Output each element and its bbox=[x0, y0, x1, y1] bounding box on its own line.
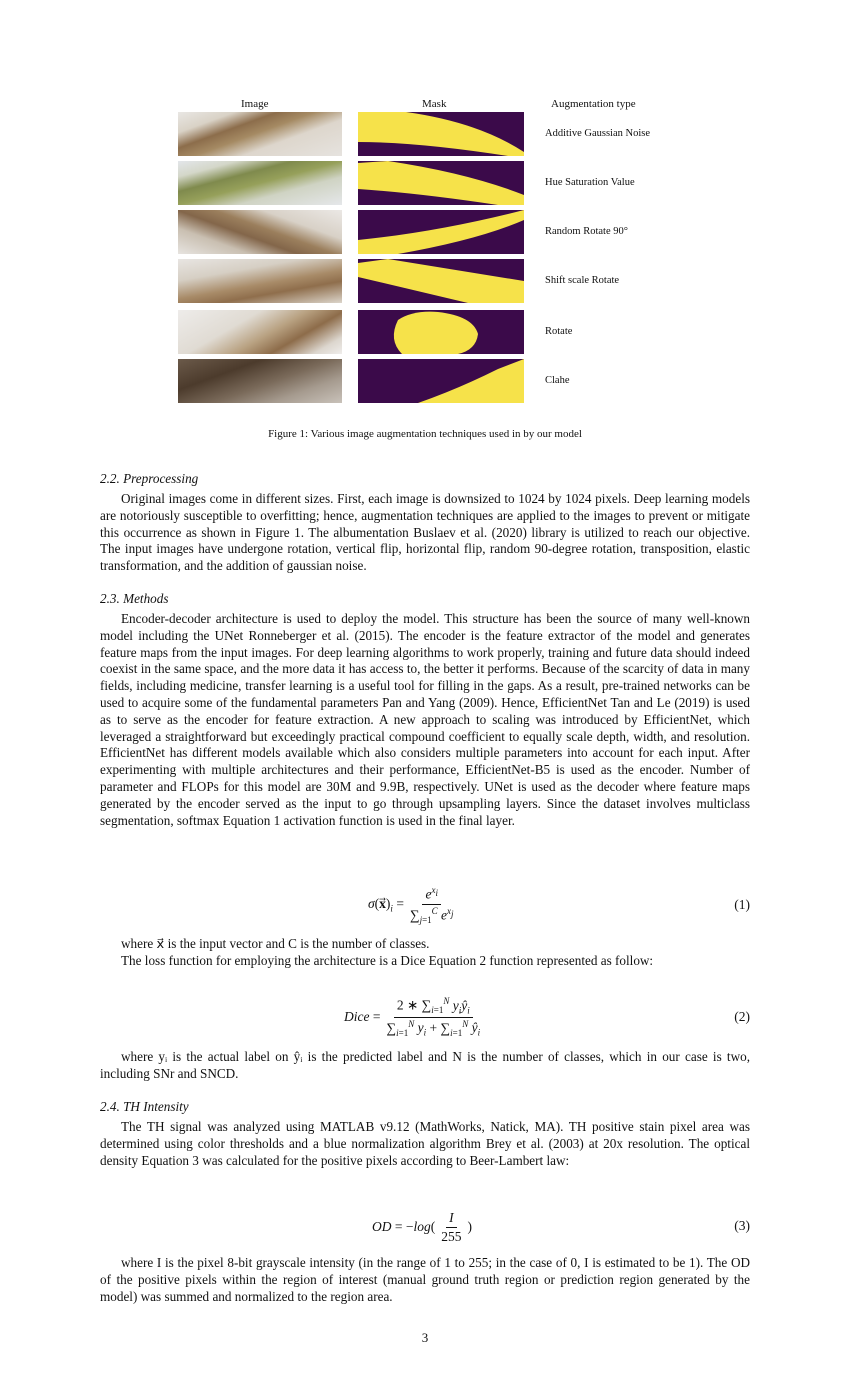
paragraph: where yᵢ is the actual label on ŷᵢ is the predicted label and N is the number of classes, which in our case is two, including SNr and SNCD. bbox=[100, 1049, 750, 1081]
figure-caption: Figure 1: Various image augmentation techniques used in by our model bbox=[268, 428, 582, 440]
segmentation-mask bbox=[358, 359, 524, 403]
figure-row bbox=[0, 259, 850, 305]
figure-row bbox=[0, 112, 850, 158]
equation-optical-density: OD = −log( $\frac{I}{255}$ ) (3) bbox=[372, 1209, 750, 1244]
tissue-image bbox=[178, 259, 342, 303]
figure-header-mask: Mask bbox=[422, 98, 447, 110]
figure-row bbox=[0, 210, 850, 256]
equation-number: (1) bbox=[734, 897, 750, 912]
paragraph: The TH signal was analyzed using MATLAB v9.12 (MathWorks, Natick, MA). TH positive stain pixel area was determined using color thresholds and a blue normalization algorithm Brey et al. (2003) at 20x resolution. The optical density Equation 3 was calculated for the positive pixels according to Beer-Lambert law: bbox=[100, 1119, 750, 1168]
augmentation-label: Shift scale Rotate bbox=[545, 275, 620, 286]
figure-row bbox=[0, 310, 850, 356]
equation-softmax: $\sigma(x⃗)_i$ = $\frac{e^{x_i}}{\sum_{j=1}^C e^{x_j}}$ (1) bbox=[368, 885, 750, 925]
augmentation-label: Rotate bbox=[545, 326, 573, 337]
tissue-image bbox=[178, 210, 342, 254]
section-heading: 2.4. TH Intensity bbox=[100, 1099, 189, 1114]
figure-row bbox=[0, 359, 850, 405]
augmentation-label: Random Rotate 90° bbox=[545, 226, 628, 237]
augmentation-label: Hue Saturation Value bbox=[545, 177, 635, 188]
segmentation-mask bbox=[358, 161, 524, 205]
paragraph: Original images come in different sizes. First, each image is downsized to 1024 by 1024 pixels. Deep learning models are notoriously susceptible to overfitting; hence, augmentation techniques are applied to the images to prevent or mitigate this occurrence as shown in Figure 1. The albumentation Buslaev et al. (2020) library is utilized to reach our objective. The input images have undergone rotation, vertical flip, horizontal flip, random 90-degree rotation, transposition, elastic transformation, and the addition of gaussian noise. bbox=[100, 491, 750, 574]
equation-number: (2) bbox=[734, 1009, 750, 1024]
figure-header-image: Image bbox=[241, 98, 269, 110]
equation-dice: Dice = $\frac{2 ∗ \sum_{i=1}^N y_iŷ_i}{\sum_{i=1}^N y_i + \sum_{i=1}^N ŷ_i}$ (2) bbox=[344, 996, 750, 1038]
paragraph: The loss function for employing the architecture is a Dice Equation 2 function represented as follow: bbox=[121, 953, 654, 968]
figure-header-augmentation: Augmentation type bbox=[551, 98, 636, 110]
tissue-image bbox=[178, 112, 342, 156]
augmentation-label: Clahe bbox=[545, 375, 570, 386]
tissue-image bbox=[178, 359, 342, 403]
tissue-image bbox=[178, 310, 342, 354]
paragraph: where x⃗ is the input vector and C is the number of classes. bbox=[121, 936, 430, 951]
paragraph: Encoder-decoder architecture is used to deploy the model. This structure has been the source of many well-known model including the UNet Ronneberger et al. (2015). The encoder is the feature extractor of the model and generates feature maps from the input images. For deep learning algorithms to work properly, training and future data should indeed coexist in the same space, and the more data it has access to, the better it performs. Because of the scarcity of data in many fields, including medicine, transfer learning is a useful tool for filling in the gaps. As a result, pre-trained networks can be used to acquire some of the fundamental parameters Pan and Yang (2009). Hence, EfficientNet Tan and Le (2019) is used as to serve as the encoder for feature extraction. A new approach to scaling was introduced by EfficientNet, which leveraged a straightforward but exceedingly practical compound coefficient to equally scale depth, width, and resolution. EfficientNet has different models available which also considers multiple parameters into account for each input. After experimenting with multiple architectures and their performance, EfficientNet-B5 is used as the encoder. Number of parameter and FLOPs for this model are 30M and 9.9B, respectively. UNet is used as the decoder where feature maps generated by the encoder served as the input to go through upsampling layers. Since the dataset involves multiclass segmentation, softmax Equation 1 activation function is used in the final layer. bbox=[100, 611, 750, 828]
segmentation-mask bbox=[358, 310, 524, 354]
augmentation-label: Additive Gaussian Noise bbox=[545, 128, 650, 139]
equation-number: (3) bbox=[734, 1218, 750, 1233]
segmentation-mask bbox=[358, 112, 524, 156]
figure-row bbox=[0, 161, 850, 207]
segmentation-mask bbox=[358, 259, 524, 303]
segmentation-mask bbox=[358, 210, 524, 254]
page-number: 3 bbox=[421, 1330, 429, 1345]
tissue-image bbox=[178, 161, 342, 205]
section-heading: 2.3. Methods bbox=[100, 591, 169, 606]
section-heading: 2.2. Preprocessing bbox=[100, 471, 199, 486]
paragraph: where I is the pixel 8-bit grayscale intensity (in the range of 1 to 255; in the case of 0, I is estimated to be 1). The OD of the positive pixels within the region of interest (manual ground truth region or prediction region generated by the model) was summed and normalized to the region area. bbox=[100, 1255, 750, 1304]
